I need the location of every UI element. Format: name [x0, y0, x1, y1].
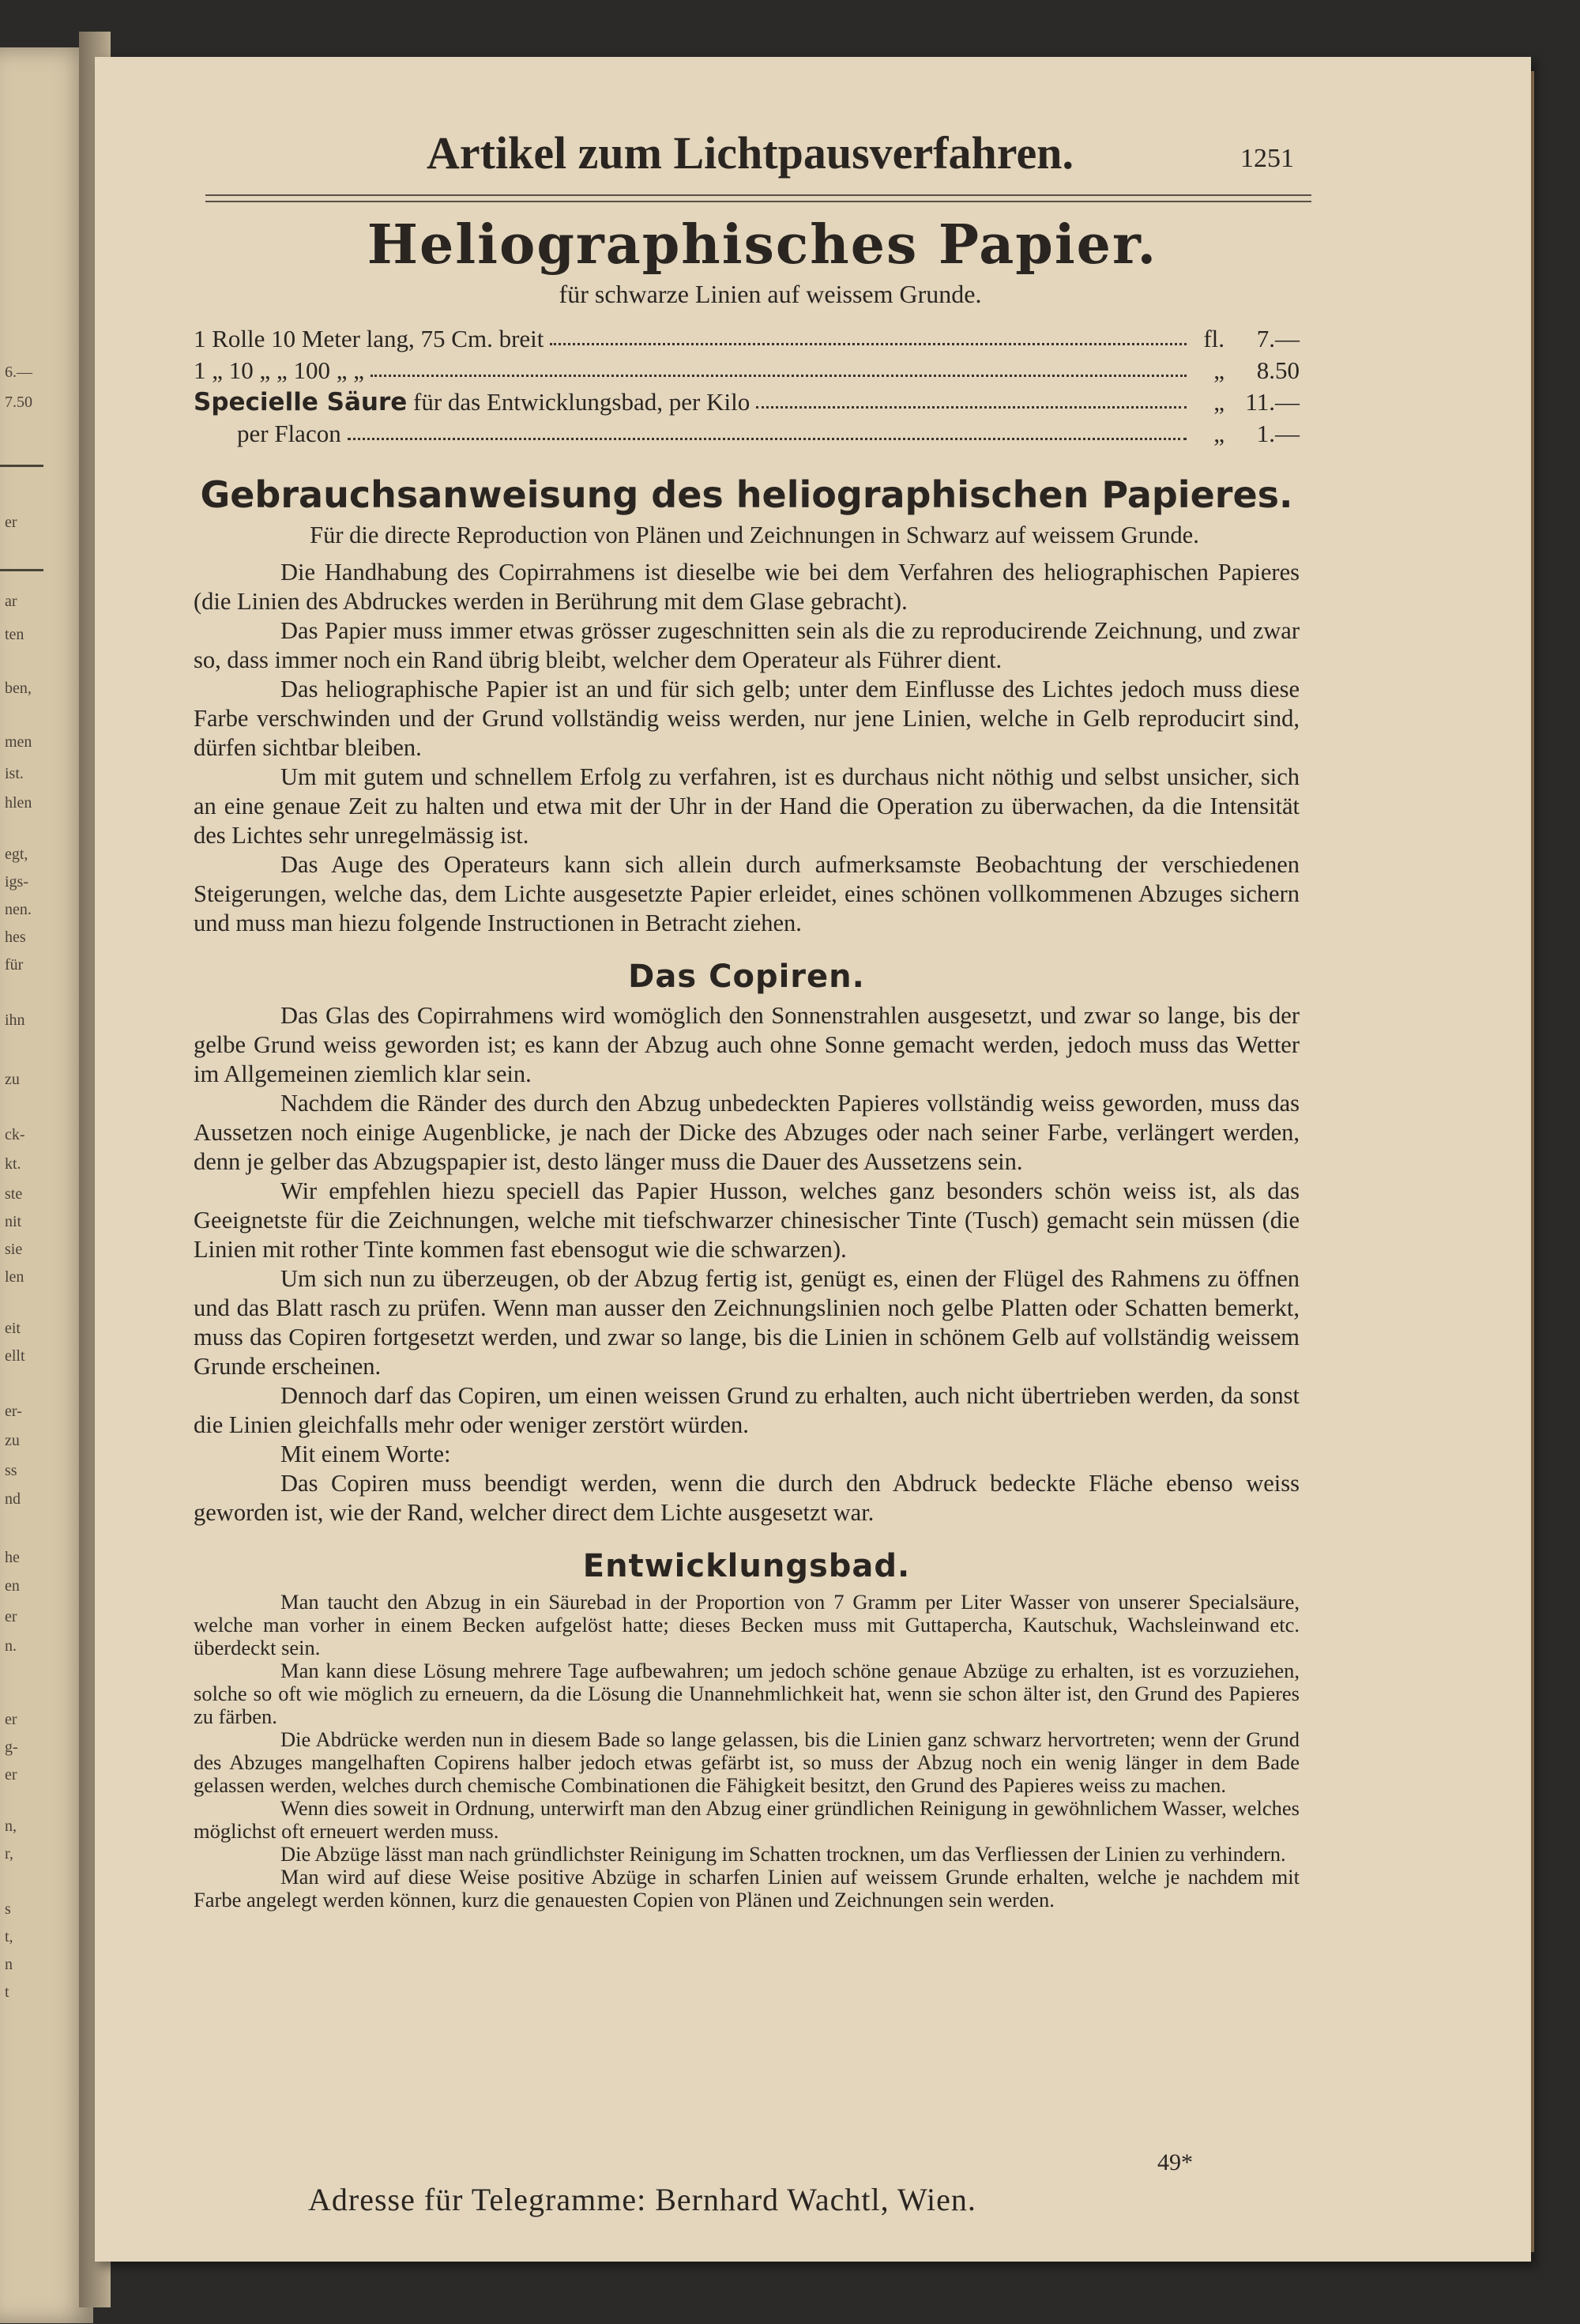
left-page-fragment: ste [5, 1185, 23, 1203]
price-currency: „ [1213, 388, 1224, 416]
entwicklungsbad-paragraph: Die Abzüge lässt man nach gründlichster Reinigung im Schatten trocknen, um das Verfliessen der Linien zu verhindern. [280, 1842, 1286, 1866]
header-rule [205, 194, 1311, 202]
left-page-fragment: 6.— [5, 363, 32, 381]
left-page-fragment: men [5, 733, 32, 751]
copiren-paragraph: Nachdem die Ränder des durch den Abzug unbedeckten Papieres vollständig weiss geworden, muss das Aussetzen noch einige Augenblicke, je nach der Dicke des Abzuges oder nach seiner Farbe, verlängert werden, denn je gelber das Abzugspapier ist, desto länger muss die Dauer des Aussetzens sein. [194, 1090, 1300, 1175]
price-row [194, 323, 1300, 355]
left-page-fragment: ellt [5, 1347, 25, 1365]
entwicklungsbad-heading: Entwicklungsbad. [582, 1548, 911, 1584]
instruction-paragraph: Um mit gutem und schnellem Erfolg zu verfahren, ist es durchaus nicht nöthig und selbst unsicher, sich an eine genaue Zeit zu halten und etwa mit der Uhr in der Hand die Operation zu überwachen, da die Intensität des Lichtes sehr unregelmässig ist. [194, 763, 1300, 849]
left-page-fragment: hlen [5, 794, 32, 812]
left-page-fragment: hes [5, 928, 26, 946]
left-page-fragment: ten [5, 626, 24, 643]
left-page-fragment: egt, [5, 846, 28, 863]
instruction-paragraph: Das Auge des Operateurs kann sich allein durch aufmerksamste Beobachtung der verschiedenen Steigerungen, welche das, dem Lichte ausgesetzte Papier erleidet, eines schönen vollkommenen Abzuges sichern und muss man hiezu folgende Instructionen in Betracht ziehen. [194, 851, 1300, 936]
left-page-fragment: igs- [5, 873, 28, 891]
price-description: 1 „ 10 „ „ 100 „ „ [194, 356, 365, 384]
left-page-fragment: er- [5, 1403, 22, 1420]
price-description-rest: für das Entwicklungsbad, per Kilo [413, 388, 750, 416]
left-page-fragment: nen. [5, 901, 32, 918]
instructions-heading: Gebrauchsanweisung des heliographischen Papieres. [200, 473, 1293, 516]
left-page-fragment: eit [5, 1320, 21, 1337]
entwicklungsbad-paragraph: Man taucht den Abzug in ein Säurebad in der Proportion von 7 Gramm per Liter Wasser von unserer Specialsäure, welche man vorher in einem Becken aufgelöst hatte; dieses Becken muss mit Guttapercha, Kautschuk, Wachsleinwand etc. überdeckt sein. [194, 1590, 1300, 1659]
left-page-fragment: ihn [5, 1011, 25, 1029]
price-currency: „ [1213, 356, 1224, 384]
left-page-fragment: g- [5, 1738, 18, 1756]
entwicklungsbad-paragraph: Man wird auf diese Weise positive Abzüge in scharfen Linien auf weissem Grunde erhalten, welche je nachdem mit Farbe angelegt werden können, kurz die genauesten Copien von Plänen und Zeichnungen sein werden. [194, 1865, 1300, 1912]
footer-telegram-address: Adresse für Telegramme: Bernhard Wachtl, Wien. [308, 2182, 976, 2217]
left-page-fragment: r, [5, 1845, 13, 1863]
price-row [194, 386, 1300, 418]
running-title: Artikel zum Lichtpausverfahren. [427, 127, 1074, 179]
left-page-fragment: für [5, 956, 24, 974]
copiren-paragraph: Dennoch darf das Copiren, um einen weissen Grund zu erhalten, auch nicht übertrieben werden, da sonst die Linien gleichfalls mehr oder weniger zerstört würden. [194, 1382, 1300, 1438]
left-page-fragment: ar [5, 593, 17, 610]
product-title: Heliographisches Papier. [367, 213, 1158, 277]
instructions-intro: Für die directe Reproduction von Plänen und Zeichnungen in Schwarz auf weissem Grunde. [310, 522, 1199, 548]
price-value: 8.50 [1256, 356, 1300, 384]
left-page-fragment: en [5, 1577, 20, 1595]
left-page-fragment: ist. [5, 765, 24, 782]
left-page-fragment: sie [5, 1241, 23, 1258]
price-description: 1 Rolle 10 Meter lang, 75 Cm. breit [194, 325, 544, 352]
sheet-signature: 49* [1157, 2149, 1193, 2175]
entwicklungsbad-paragraph: Wenn dies soweit in Ordnung, unterwirft man den Abzug einer gründlichen Reinigung in gewöhnlichem Wasser, welches möglichst oft erneuert werden muss. [194, 1796, 1300, 1843]
instruction-paragraph: Die Handhabung des Copirrahmens ist dieselbe wie bei dem Verfahren des heliographischen Papieres (die Linien des Abdruckes werden in Berührung mit dem Glase gebracht). [194, 559, 1300, 615]
copiren-paragraph: Das Copiren muss beendigt werden, wenn die durch den Abdruck bedeckte Fläche ebenso weiss geworden ist, wie der Rand, welcher direct dem Lichte ausgesetzt war. [194, 1470, 1300, 1526]
price-value: 11.— [1245, 388, 1300, 416]
left-page-rule [0, 569, 43, 571]
left-page-fragment: t [5, 1983, 9, 2001]
left-page-fragment: ben, [5, 680, 32, 697]
price-row [194, 418, 1300, 450]
instruction-paragraph: Das heliographische Papier ist an und für sich gelb; unter dem Einflusse des Lichtes jedoch muss diese Farbe verschwinden und der Grund vollständig weiss werden, nur jene Linien, welche in Gelb reproducirt sind, dürfen sichtbar bleiben. [194, 676, 1300, 761]
left-page-fragment: er [5, 1711, 17, 1728]
leader-dots [756, 386, 1187, 409]
leader-dots [348, 418, 1187, 440]
left-page-fragment: er [5, 514, 17, 531]
copiren-heading: Das Copiren. [628, 959, 865, 995]
product-subtitle: für schwarze Linien auf weissem Grunde. [559, 280, 982, 308]
left-page-fragment: nit [5, 1213, 22, 1230]
left-page-fragment: n. [5, 1637, 17, 1655]
price-currency: „ [1213, 420, 1224, 447]
price-value: 7.— [1256, 325, 1300, 352]
page-header [174, 126, 1319, 198]
entwicklungsbad-paragraph: Die Abdrücke werden nun in diesem Bade so lange gelassen, bis die Linien ganz schwarz hervortreten; wenn der Grund des Abzuges mangelhaften Copirens halber jedoch etwas gefärbt ist, so muss der Abzug noch ein wenig länger in dem Bade gelassen werden, welches durch chemische Combinationen die Fähigkeit besitzt, den Grund des Papieres weiss zu machen. [194, 1727, 1300, 1797]
copiren-paragraph: Das Glas des Copirrahmens wird womöglich den Sonnenstrahlen ausgesetzt, und zwar so lange, bis der gelbe Grund weiss geworden ist; es kann der Abzug auch ohne Sonne gemacht werden, jedoch muss das Wetter im Allgemeinen ziemlich klar sein. [194, 1002, 1300, 1087]
left-page-fragment: n [5, 1956, 13, 1973]
price-value: 1.— [1256, 420, 1300, 447]
leader-dots [371, 355, 1187, 377]
left-page-fragment: s [5, 1900, 11, 1918]
copiren-paragraph: Mit einem Worte: [280, 1441, 451, 1467]
page-content [194, 213, 1300, 1912]
left-page-rule [0, 465, 43, 467]
left-page-fragment: len [5, 1268, 24, 1286]
left-page-fragment: he [5, 1549, 20, 1566]
left-page-fragment: n, [5, 1817, 17, 1835]
left-page-fragment: zu [5, 1432, 20, 1449]
left-page-fragment: kt. [5, 1155, 21, 1173]
price-description: per Flacon [237, 420, 341, 447]
page-number: 1251 [1240, 144, 1294, 173]
entwicklungsbad-paragraph: Man kann diese Lösung mehrere Tage aufbewahren; um jedoch schöne genaue Abzüge zu erhalten, ist es vorzuziehen, solche so oft wie möglich zu erneuern, da die Lösung die Unannehmlichkeit hat, wenn sie schon älter ist, den Grund des Papieres zu färben. [194, 1659, 1300, 1728]
price-description [194, 386, 750, 418]
left-page-fragment: er [5, 1766, 17, 1783]
left-page-fragment: t, [5, 1928, 13, 1945]
leader-dots [550, 323, 1187, 345]
price-list [194, 323, 1300, 450]
copiren-paragraph: Um sich nun zu überzeugen, ob der Abzug fertig ist, genügt es, einen der Flügel des Rahmens zu öffnen und das Blatt rasch zu prüfen. Wenn man ausser den Zeichnungslinien noch gelbe Platten oder Schatten bemerkt, muss das Copiren fortgesetzt werden, und zwar so lange, bis die Linien in schönem Gelb auf vollständig weissem Grunde erscheinen. [194, 1265, 1300, 1380]
left-page-fragment: er [5, 1608, 17, 1625]
price-currency: fl. [1203, 325, 1224, 352]
left-page-fragment: nd [5, 1490, 21, 1508]
left-page-fragment: ss [5, 1462, 17, 1479]
price-description-bold: Specielle Säure [194, 388, 408, 416]
price-row [194, 355, 1300, 386]
left-page-fragment: 7.50 [5, 394, 32, 411]
copiren-paragraph: Wir empfehlen hiezu speciell das Papier Husson, welches ganz besonders schön weiss ist, als das Geeignetste für die Zeichnungen, welche mit tiefschwarzer chinesischer Tinte (Tusch) gemacht sein müssen (die Linien mit rother Tinte kommen fast ebensogut wie die schwarzen). [194, 1177, 1300, 1263]
left-page-fragment: ck- [5, 1126, 25, 1143]
left-page-fragment: zu [5, 1071, 20, 1088]
instruction-paragraph: Das Papier muss immer etwas grösser zugeschnitten sein als die zu reproducirende Zeichnung, und zwar so, dass immer noch ein Rand übrig bleibt, welcher dem Operateur als Führer dient. [194, 617, 1300, 673]
